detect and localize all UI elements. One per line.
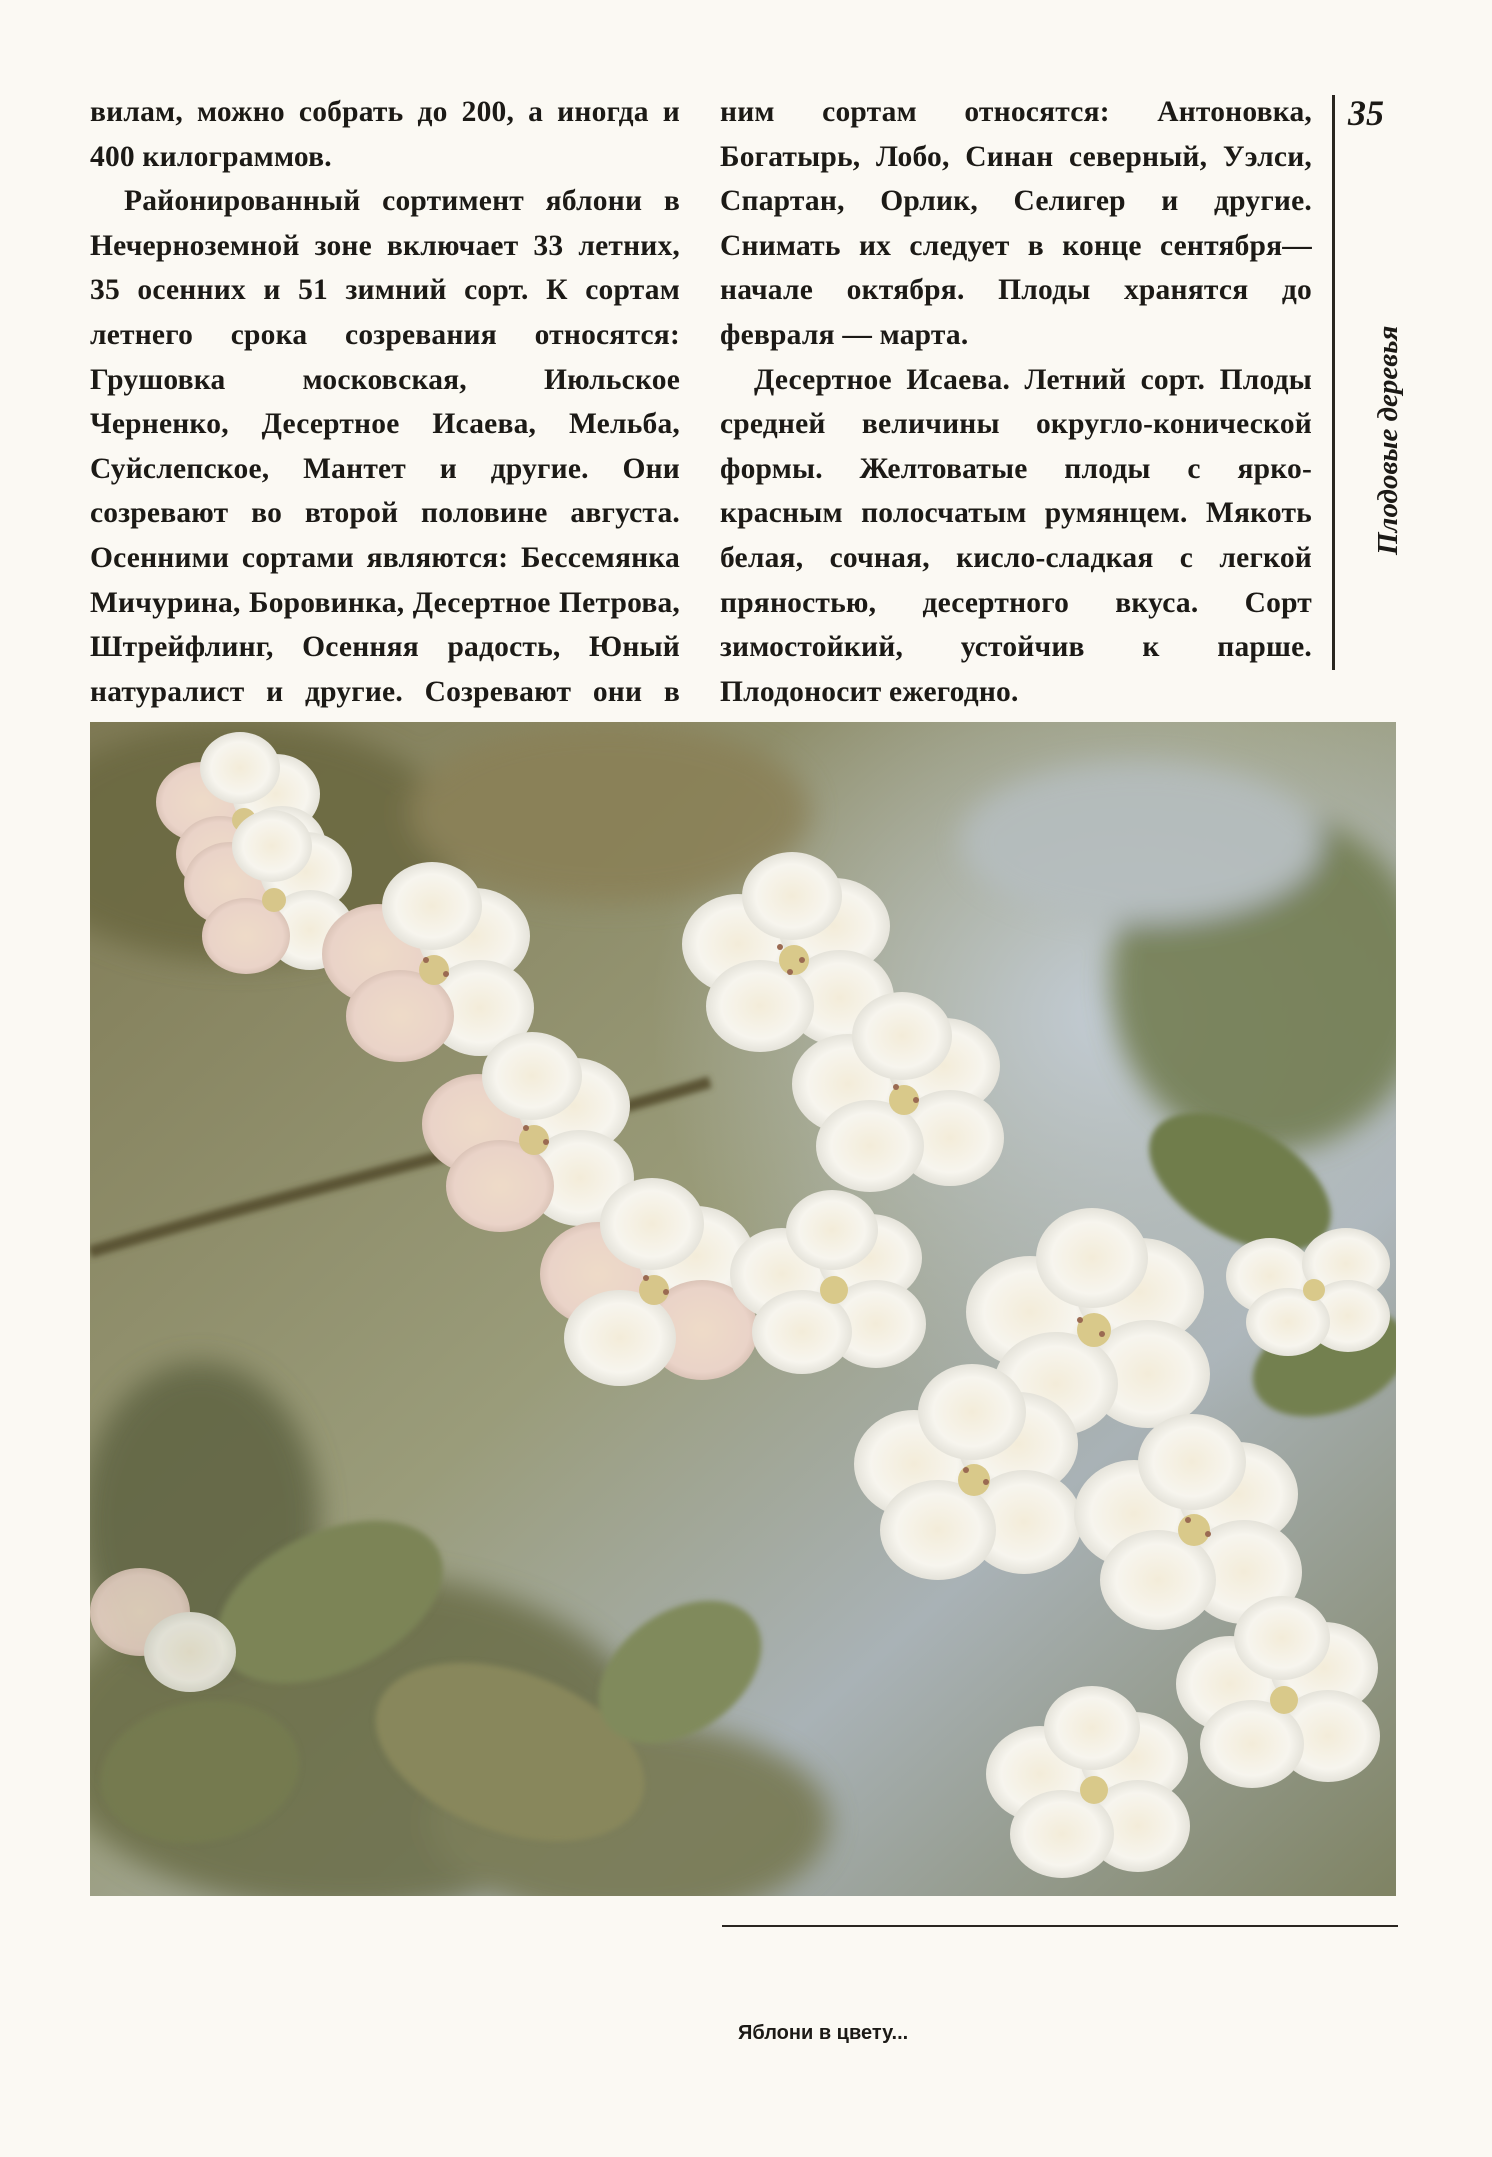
caption-rule — [722, 1925, 1398, 1927]
variety-name-isaeva: Десертное Исаева. — [754, 363, 1011, 396]
paragraph-assortment: Районированный сортимент яблони в Нечерноземной зоне включает 33 летних, 35 осенних и 51 зимний сорт. К сортам летнего срока созревания относятся: Грушовка московская, Июльское Черненко, Десертное Исаева, Мельба, Суйслепское, Мантет и другие. Они созревают во второй половине августа. Осенними сортами являются: Бессемянка Мичурина, Боровинка, Десертное Петрова, Штрейфлинг, Осенняя радость, Юный натуралист и другие. Созревают они в — [90, 185, 680, 708]
paragraph-winter-varieties: ним сортам относятся: Антоновка, Богатырь, Лобо, Синан северный, Уэлси, Спартан, Орлик, Селигер и другие. Снимать их следует в конце сентября— начале октября. Плоды хранятся до февраля — марта. — [720, 96, 1312, 351]
variety-text-isaeva: Летний сорт. Плоды средней величины округло-конической формы. Желтоватые плоды с ярко-красным полосчатым румянцем. Мякоть белая, сочная, кисло-сладкая с легкой пряностью, десертного вкуса. Сорт зимостойкий, устойчив к парше. Плодоносит ежегодно. — [720, 363, 1312, 708]
right-text-column — [720, 90, 1312, 804]
left-text-column — [90, 90, 680, 804]
figure-caption: Яблони в цвету... — [738, 2022, 909, 2044]
page-number: 35 — [1348, 93, 1384, 133]
apple-blossom-photo — [90, 722, 1396, 1896]
running-head: Плодовые деревья — [1372, 325, 1404, 555]
paragraph-variety-isaeva — [720, 358, 1312, 715]
margin-vertical-rule — [1332, 95, 1335, 670]
paragraph-continued: вилам, можно собрать до 200, а иногда и 400 килограммов. — [90, 96, 680, 173]
